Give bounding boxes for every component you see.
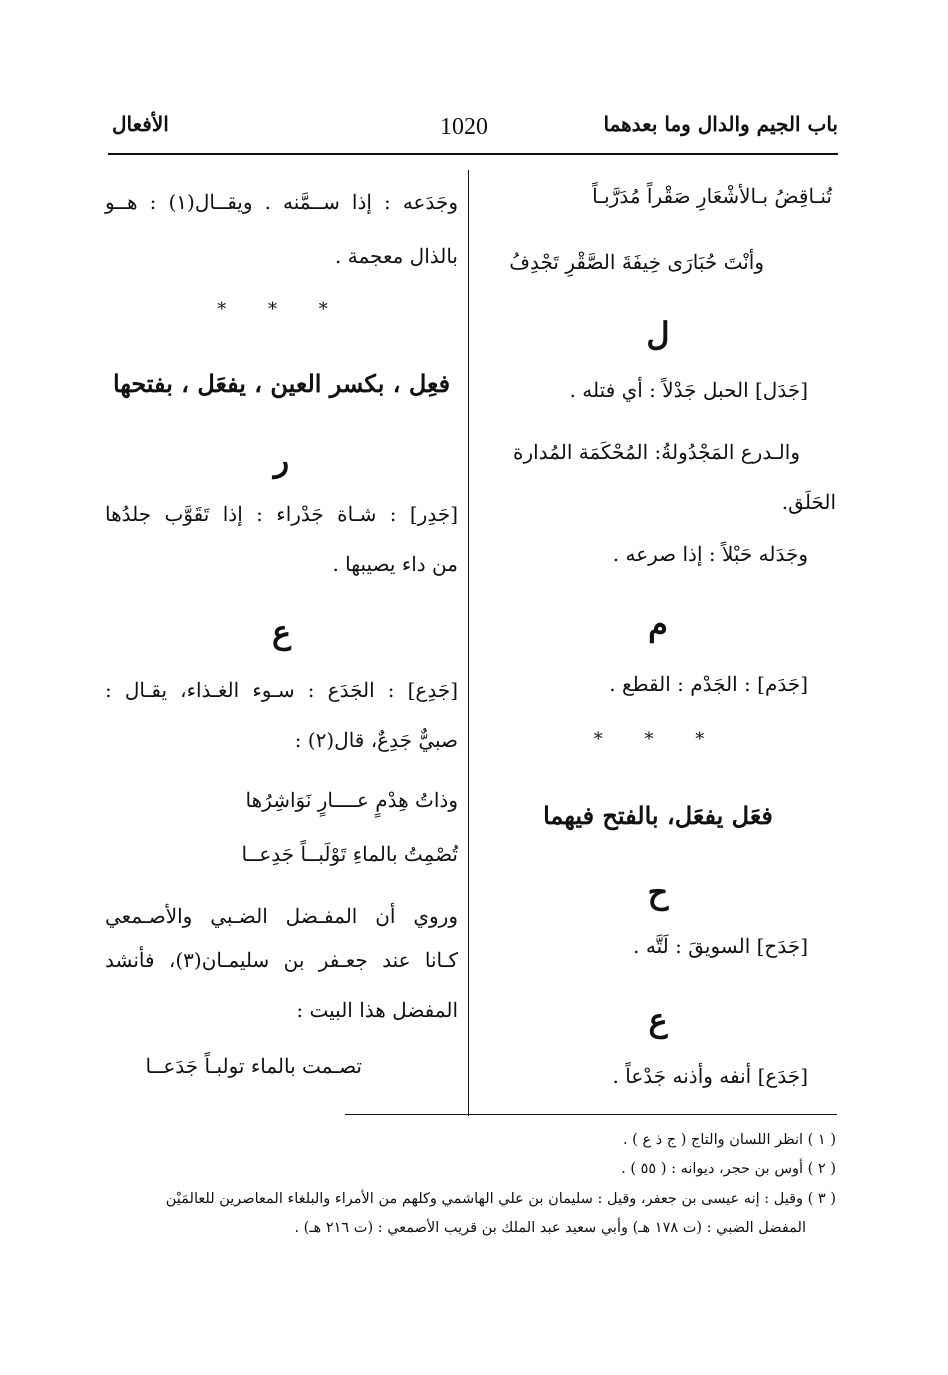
- footnote: ( ١ ) انظر اللسان والتاج ( ج ذ ع ) .: [622, 1132, 836, 1148]
- letter-heading: ل: [646, 315, 670, 353]
- entry-line: [جَدَح] السويقَ : لَتَّه .: [633, 934, 808, 958]
- footnote-continuation: المفضل الضبي : (ت ١٧٨ هـ) وأبي سعيد عبد الملك بن قريب الأصمعي : (ت ٢١٦ هـ) .: [294, 1220, 806, 1236]
- entry-line: كـانا عند جعـفر بن سليمـان(٣)، فأنشد: [105, 948, 458, 972]
- footnote: ( ٣ ) وقيل : إنه عيسى بن جعفر، وقيل : سليمان بن علي الهاشمي وكلهم من الأمراء والبلغاء المعاصرين للعالمَيْن: [165, 1191, 836, 1207]
- verse-line: تُنـاقِضُ بـالأشْعَارِ صَقْراً مُدَرَّبـاً: [592, 184, 832, 208]
- entry-line: الحَلَق.: [781, 490, 836, 514]
- entry-line: المفضل هذا البيت :: [296, 998, 458, 1022]
- verse-line: تصـمت بالماء تولبـاً جَدَعــا: [145, 1054, 362, 1078]
- footnote-rule: [345, 1114, 837, 1115]
- section-heading: فعِل ، بكسر العين ، يفعَل ، بفتحها: [112, 369, 451, 398]
- entry-line: [جَدَل] الحبل جَدْلاً : أي فتله .: [569, 378, 808, 402]
- header-rule: [108, 153, 838, 155]
- verse-line: وأنْتَ حُبَارَى خِيفَةَ الصَّقْرِ تَجْدِفُ: [509, 250, 764, 274]
- entry-line: من داء يصيبها .: [332, 552, 458, 576]
- letter-heading: ح: [647, 873, 669, 911]
- letter-heading: م: [648, 605, 668, 643]
- running-head-chapter: باب الجيم والدال وما بعدهما: [603, 112, 838, 136]
- letter-heading: ع: [271, 613, 292, 651]
- entry-line: وجَدَعه : إذا ســمَّنه . ويقــال(١) : هــو: [105, 190, 458, 214]
- entry-line: والـدرع المَجْدُولةُ: المُحْكَمَة المُدارة: [512, 440, 800, 464]
- letter-heading: ر: [273, 441, 290, 479]
- verse-line: تُصْمِتُ بالماءِ تَوْلَبــاً جَدِعــا: [241, 842, 458, 866]
- page-number: 1020: [440, 114, 488, 140]
- letter-heading: ع: [648, 1001, 668, 1039]
- entry-line: وجَدَله حَبْلاً : إذا صرعه .: [612, 542, 808, 566]
- section-separator: * * *: [593, 729, 723, 750]
- entry-line: [جَدَع] أنفه وأذنه جَدْعاً .: [612, 1064, 808, 1088]
- entry-line: [جَدِع] : الجَدَع : سـوء الغـذاء، يقـال :: [105, 678, 458, 702]
- entry-line: صبيٌّ جَدِعٌ، قال(٢) :: [294, 728, 458, 752]
- verse-line: وذاتُ هِدْمٍ عــــارٍ نَوَاشِرُها: [245, 788, 458, 812]
- running-head-section: الأفعال: [112, 112, 169, 136]
- section-separator: * * *: [217, 299, 346, 320]
- entry-line: [جَدَم] : الجَدْم : القطع .: [609, 672, 808, 696]
- entry-line: [جَدِر] : شـاة جَدْراء : إذا تَقَوَّب جلدُها: [105, 502, 458, 526]
- entry-line: بالذال معجمة .: [335, 244, 458, 268]
- section-heading: فعَل يفعَل، بالفتح فيهما: [543, 801, 773, 830]
- footnote: ( ٢ ) أوس بن حجر، ديوانه : ( ٥٥ ) .: [621, 1161, 836, 1177]
- column-divider: [468, 170, 469, 1116]
- entry-line: وروي أن المفـضل الضـبي والأصـمعي: [105, 904, 458, 928]
